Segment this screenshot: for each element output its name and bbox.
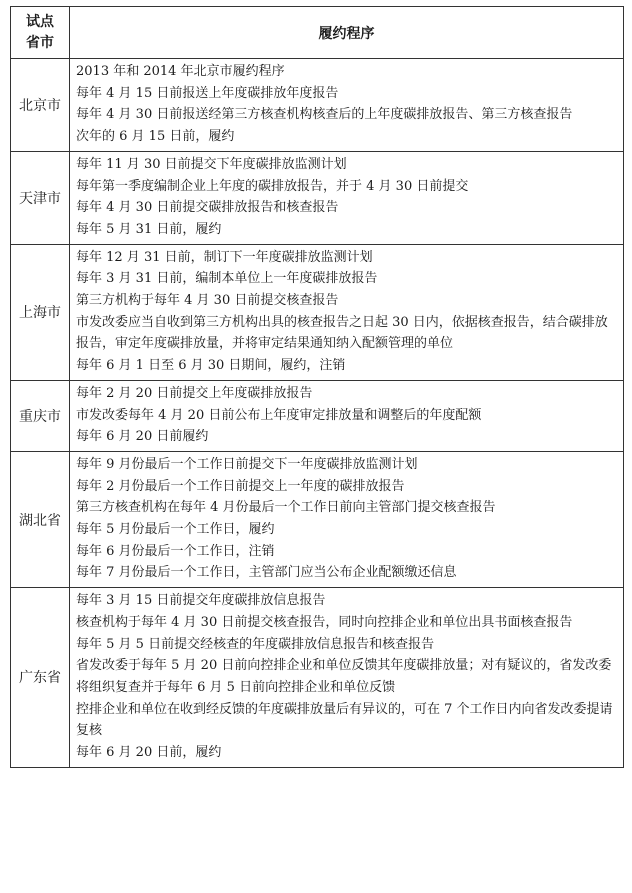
row-procedure-list — [70, 380, 624, 451]
row-procedure-list — [70, 151, 624, 244]
header-province — [11, 7, 70, 59]
procedure-item: 每年 4 月 30 日前报送经第三方核查机构核查后的上年度碳排放报告、第三方核查报告 — [76, 107, 573, 123]
procedure-item: 每年 5 月 5 日前提交经核查的年度碳排放信息报告和核查报告 — [76, 636, 435, 652]
procedure-item: 核查机构于每年 4 月 30 日前提交核查报告，同时向控排企业和单位出具书面核查报告 — [76, 614, 573, 630]
row-procedure-list — [70, 588, 624, 768]
procedure-item: 每年 5 月 31 日前，履约 — [76, 221, 222, 237]
procedure-item: 每年 6 月 20 日前履约 — [76, 429, 209, 445]
procedure-item: 每年 12 月 31 日前，制订下一年度碳排放监测计划 — [76, 249, 373, 265]
header-province-line1: 试点 — [26, 13, 54, 30]
procedure-item: 每年 2 月份最后一个工作日前提交上一年度的碳排放报告 — [76, 478, 405, 494]
procedure-item: 第三方核查机构在每年 4 月份最后一个工作日前向主管部门提交核查报告 — [76, 500, 496, 516]
procedure-item: 控排企业和单位在收到经反馈的年度碳排放量后有异议的，可在 7 个工作日内向省发改委提请复核 — [76, 701, 613, 739]
procedure-item: 每年第一季度编制企业上年度的碳排放报告，并于 4 月 30 日前提交 — [76, 178, 469, 194]
procedure-item: 每年 7 月份最后一个工作日，主管部门应当公布企业配额缴还信息 — [76, 565, 457, 581]
procedure-item: 每年 9 月份最后一个工作日前提交下一年度碳排放监测计划 — [76, 456, 418, 472]
procedure-item: 每年 2 月 20 日前提交上年度碳排放报告 — [76, 385, 313, 401]
procedure-item: 每年 6 月份最后一个工作日，注销 — [76, 543, 275, 559]
procedure-item: 次年的 6 月 15 日前，履约 — [76, 129, 235, 145]
compliance-procedure-table — [10, 6, 624, 768]
procedure-item: 每年 4 月 30 日前提交碳排放报告和核查报告 — [76, 200, 339, 216]
table-row — [11, 59, 624, 152]
row-province: 重庆市 — [11, 380, 70, 451]
procedure-item: 省发改委于每年 5 月 20 日前向控排企业和单位反馈其年度碳排放量；对有疑议的，省发改委将组织复查并于每年 6 月 5 日前向控排企业和单位反馈 — [76, 658, 612, 695]
table-header-row — [11, 7, 624, 59]
table-row — [11, 244, 624, 380]
procedure-item: 每年 11 月 30 日前提交下年度碳排放监测计划 — [76, 156, 347, 172]
procedure-item: 第三方机构于每年 4 月 30 日前提交核查报告 — [76, 293, 339, 309]
procedure-item: 市发改委每年 4 月 20 日前公布上年度审定排放量和调整后的年度配额 — [76, 407, 482, 423]
row-procedure-list — [70, 244, 624, 380]
procedure-item: 每年 4 月 15 日前报送上年度碳排放年度报告 — [76, 85, 339, 101]
procedure-item: 每年 6 月 1 日至 6 月 30 日期间，履约，注销 — [76, 358, 346, 374]
row-province: 上海市 — [11, 244, 70, 380]
procedure-item: 市发改委应当自收到第三方机构出具的核查报告之日起 30 日内，依据核查报告，结合碳排放报告，审定年度碳排放量，并将审定结果通知纳入配额管理的单位 — [76, 314, 608, 352]
procedure-item: 每年 6 月 20 日前，履约 — [76, 745, 222, 761]
row-province: 广东省 — [11, 588, 70, 768]
row-province: 天津市 — [11, 151, 70, 244]
table-row — [11, 380, 624, 451]
header-procedure: 履约程序 — [70, 7, 624, 59]
procedure-item: 2013 年和 2014 年北京市履约程序 — [76, 64, 285, 79]
header-province-line2: 省市 — [26, 34, 54, 51]
table-body — [11, 59, 624, 768]
row-province: 北京市 — [11, 59, 70, 152]
row-procedure-list — [70, 451, 624, 587]
row-procedure-list — [70, 59, 624, 152]
table-row — [11, 151, 624, 244]
procedure-item: 每年 3 月 15 日前提交年度碳排放信息报告 — [76, 593, 326, 609]
row-province: 湖北省 — [11, 451, 70, 587]
procedure-item: 每年 3 月 31 日前，编制本单位上一年度碳排放报告 — [76, 271, 378, 287]
table-row — [11, 451, 624, 587]
procedure-item: 每年 5 月份最后一个工作日，履约 — [76, 522, 275, 538]
table-row — [11, 588, 624, 768]
